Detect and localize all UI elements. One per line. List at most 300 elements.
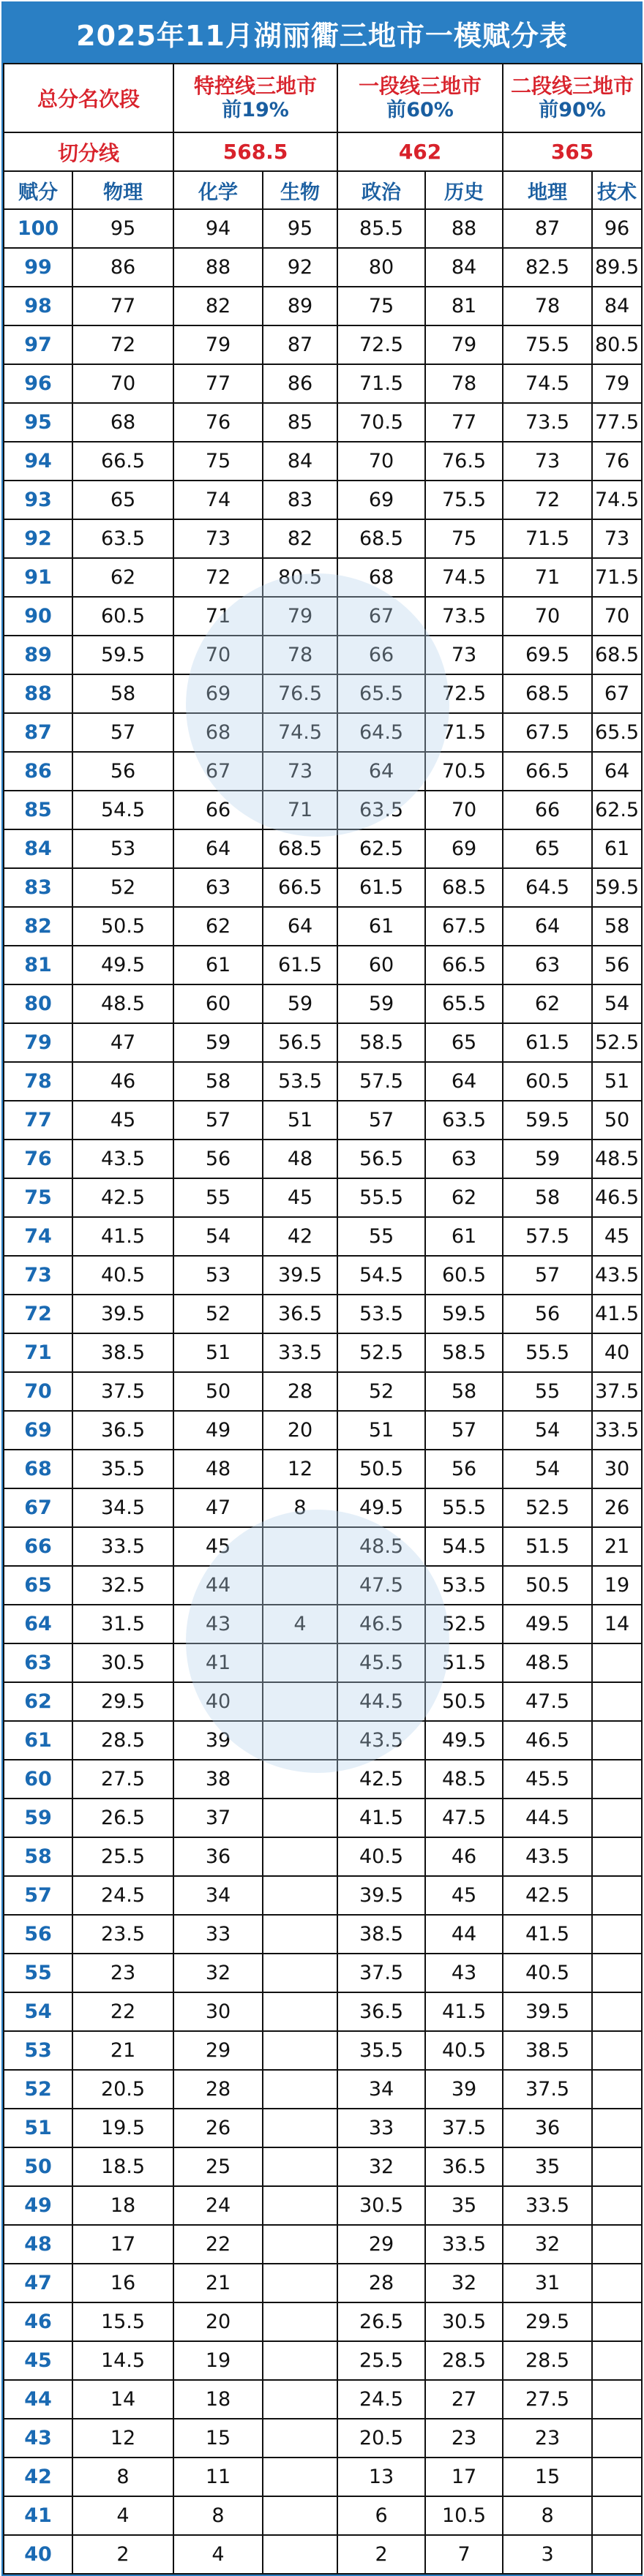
column-header: 生物 [263, 171, 337, 209]
raw-score-cell: 69 [425, 829, 503, 868]
raw-score-cell: 84 [263, 442, 337, 481]
raw-score-cell: 38.5 [503, 2031, 592, 2070]
raw-score-cell [592, 1915, 642, 1954]
level-name: 特控线三地市 [194, 74, 318, 99]
raw-score-cell [263, 1566, 337, 1605]
raw-score-cell: 63 [173, 868, 263, 907]
assigned-score-cell: 42 [4, 2458, 72, 2496]
table-row [4, 403, 642, 442]
raw-score-cell: 84 [592, 287, 642, 325]
raw-score-cell: 65.5 [592, 713, 642, 752]
raw-score-cell: 23.5 [72, 1915, 173, 1954]
assigned-score-cell: 44 [4, 2380, 72, 2419]
raw-score-cell [263, 1721, 337, 1760]
raw-score-cell [263, 1799, 337, 1837]
table-row [4, 1915, 642, 1954]
table-row [4, 1256, 642, 1295]
raw-score-cell: 18.5 [72, 2147, 173, 2186]
raw-score-cell: 50.5 [503, 1566, 592, 1605]
raw-score-cell: 61.5 [337, 868, 425, 907]
raw-score-cell: 40.5 [72, 1256, 173, 1295]
raw-score-cell: 73 [173, 519, 263, 558]
assigned-score-cell: 89 [4, 636, 72, 674]
raw-score-cell: 8 [503, 2496, 592, 2535]
table-row [4, 946, 642, 984]
assigned-score-cell: 91 [4, 558, 72, 597]
table-row [4, 1876, 642, 1915]
raw-score-cell: 68.5 [503, 674, 592, 713]
raw-score-cell: 79 [592, 364, 642, 403]
raw-score-cell: 33 [173, 1915, 263, 1954]
assigned-score-cell: 50 [4, 2147, 72, 2186]
raw-score-cell: 78 [503, 287, 592, 325]
table-row [4, 2031, 642, 2070]
raw-score-cell: 42.5 [337, 1760, 425, 1799]
assigned-score-cell: 51 [4, 2109, 72, 2147]
table-row [4, 1954, 642, 1992]
raw-score-cell: 26 [592, 1488, 642, 1527]
raw-score-cell: 36 [503, 2109, 592, 2147]
raw-score-cell: 50.5 [425, 1682, 503, 1721]
assigned-score-cell: 40 [4, 2535, 72, 2574]
raw-score-cell: 14 [592, 1605, 642, 1643]
raw-score-cell: 29.5 [503, 2302, 592, 2341]
raw-score-cell: 34 [173, 1876, 263, 1915]
raw-score-cell: 42.5 [72, 1178, 173, 1217]
raw-score-cell: 4 [173, 2535, 263, 2574]
raw-score-cell: 44.5 [503, 1799, 592, 1837]
raw-score-cell [592, 2419, 642, 2458]
assigned-score-cell: 93 [4, 481, 72, 519]
assigned-score-cell: 88 [4, 674, 72, 713]
raw-score-cell: 68.5 [425, 868, 503, 907]
raw-score-cell: 45 [173, 1527, 263, 1566]
raw-score-cell: 40.5 [425, 2031, 503, 2070]
raw-score-cell: 48.5 [503, 1643, 592, 1682]
raw-score-cell: 11 [173, 2458, 263, 2496]
raw-score-cell: 30.5 [425, 2302, 503, 2341]
raw-score-cell [263, 1527, 337, 1566]
raw-score-cell: 81 [425, 287, 503, 325]
table-row [4, 209, 642, 248]
raw-score-cell: 27 [425, 2380, 503, 2419]
raw-score-cell: 74 [173, 481, 263, 519]
raw-score-cell: 20 [263, 1411, 337, 1450]
cutline-score: 365 [503, 132, 642, 171]
raw-score-cell: 29.5 [72, 1682, 173, 1721]
raw-score-cell [263, 2341, 337, 2380]
raw-score-cell: 37.5 [337, 1954, 425, 1992]
raw-score-cell: 27.5 [72, 1760, 173, 1799]
raw-score-cell [592, 2264, 642, 2302]
assigned-score-cell: 54 [4, 1992, 72, 2031]
assigned-score-cell: 90 [4, 597, 72, 636]
raw-score-cell: 33 [337, 2109, 425, 2147]
raw-score-cell: 32 [337, 2147, 425, 2186]
assigned-score-cell: 94 [4, 442, 72, 481]
raw-score-cell: 58 [173, 1062, 263, 1101]
raw-score-cell: 41 [173, 1643, 263, 1682]
raw-score-cell: 65.5 [337, 674, 425, 713]
column-header: 政治 [337, 171, 425, 209]
raw-score-cell: 54 [592, 984, 642, 1023]
column-header-row [4, 171, 642, 209]
raw-score-cell: 58 [72, 674, 173, 713]
raw-score-cell: 30 [173, 1992, 263, 2031]
raw-score-cell: 30.5 [72, 1643, 173, 1682]
assigned-score-cell: 80 [4, 984, 72, 1023]
level-percent: 前19% [222, 98, 289, 121]
assigned-score-cell: 61 [4, 1721, 72, 1760]
raw-score-cell: 59 [173, 1023, 263, 1062]
raw-score-cell: 43 [173, 1605, 263, 1643]
raw-score-cell: 70.5 [337, 403, 425, 442]
assigned-score-cell: 60 [4, 1760, 72, 1799]
raw-score-cell: 20.5 [72, 2070, 173, 2109]
raw-score-cell: 64 [173, 829, 263, 868]
raw-score-cell: 68 [72, 403, 173, 442]
raw-score-cell: 92 [263, 248, 337, 287]
assigned-score-cell: 41 [4, 2496, 72, 2535]
assigned-score-cell: 63 [4, 1643, 72, 1682]
assigned-score-cell: 71 [4, 1333, 72, 1372]
raw-score-cell: 19 [592, 1566, 642, 1605]
raw-score-cell: 30.5 [337, 2186, 425, 2225]
assigned-score-cell: 47 [4, 2264, 72, 2302]
table-row [4, 636, 642, 674]
raw-score-cell: 71.5 [503, 519, 592, 558]
raw-score-cell: 89 [263, 287, 337, 325]
raw-score-cell: 51 [592, 1062, 642, 1101]
raw-score-cell: 67 [173, 752, 263, 791]
raw-score-cell: 47.5 [503, 1682, 592, 1721]
raw-score-cell: 48 [263, 1140, 337, 1178]
table-row [4, 2225, 642, 2264]
raw-score-cell: 14.5 [72, 2341, 173, 2380]
raw-score-cell: 63 [425, 1140, 503, 1178]
raw-score-cell: 33.5 [592, 1411, 642, 1450]
raw-score-cell: 21 [592, 1527, 642, 1566]
raw-score-cell: 76 [173, 403, 263, 442]
raw-score-cell: 60.5 [425, 1256, 503, 1295]
raw-score-cell: 70 [72, 364, 173, 403]
raw-score-cell: 32 [425, 2264, 503, 2302]
raw-score-cell: 43.5 [72, 1140, 173, 1178]
raw-score-cell: 73 [425, 636, 503, 674]
assigned-score-cell: 87 [4, 713, 72, 752]
raw-score-cell: 57 [337, 1101, 425, 1140]
assigned-score-cell: 92 [4, 519, 72, 558]
raw-score-cell: 80 [337, 248, 425, 287]
raw-score-cell: 39 [173, 1721, 263, 1760]
raw-score-cell: 70 [503, 597, 592, 636]
table-row [4, 1023, 642, 1062]
assigned-score-cell: 79 [4, 1023, 72, 1062]
table-row [4, 2302, 642, 2341]
table-row [4, 2419, 642, 2458]
raw-score-cell [592, 2070, 642, 2109]
raw-score-cell: 32 [173, 1954, 263, 1992]
raw-score-cell: 88 [173, 248, 263, 287]
column-header: 技术 [592, 171, 642, 209]
raw-score-cell: 67.5 [425, 907, 503, 946]
raw-score-cell: 21 [72, 2031, 173, 2070]
raw-score-cell: 46.5 [592, 1178, 642, 1217]
raw-score-cell: 72.5 [337, 325, 425, 364]
raw-score-cell: 36.5 [72, 1411, 173, 1450]
raw-score-cell: 54.5 [72, 791, 173, 829]
raw-score-cell: 72 [72, 325, 173, 364]
raw-score-cell: 33.5 [263, 1333, 337, 1372]
raw-score-cell: 46 [425, 1837, 503, 1876]
table-row [4, 2109, 642, 2147]
raw-score-cell: 43.5 [337, 1721, 425, 1760]
raw-score-cell: 77.5 [592, 403, 642, 442]
table-row [4, 1799, 642, 1837]
raw-score-cell: 49.5 [337, 1488, 425, 1527]
raw-score-cell: 33.5 [72, 1527, 173, 1566]
raw-score-cell: 40 [592, 1333, 642, 1372]
table-row [4, 984, 642, 1023]
raw-score-cell: 28.5 [72, 1721, 173, 1760]
raw-score-cell: 68.5 [337, 519, 425, 558]
table-row [4, 248, 642, 287]
raw-score-cell: 25.5 [72, 1837, 173, 1876]
raw-score-cell: 71 [503, 558, 592, 597]
table-row [4, 2496, 642, 2535]
raw-score-cell: 38 [173, 1760, 263, 1799]
raw-score-cell: 71.5 [337, 364, 425, 403]
raw-score-cell: 77 [173, 364, 263, 403]
table-row [4, 829, 642, 868]
raw-score-cell: 15.5 [72, 2302, 173, 2341]
table-row [4, 868, 642, 907]
raw-score-cell [592, 2031, 642, 2070]
raw-score-cell [592, 1682, 642, 1721]
raw-score-cell: 79 [263, 597, 337, 636]
raw-score-cell [592, 1760, 642, 1799]
raw-score-cell: 66.5 [263, 868, 337, 907]
raw-score-cell: 32.5 [72, 1566, 173, 1605]
raw-score-cell: 44 [425, 1915, 503, 1954]
table-row [4, 1682, 642, 1721]
raw-score-cell: 43.5 [592, 1256, 642, 1295]
raw-score-cell [592, 2496, 642, 2535]
raw-score-cell: 87 [263, 325, 337, 364]
raw-score-cell: 27.5 [503, 2380, 592, 2419]
table-row [4, 442, 642, 481]
raw-score-cell: 62.5 [337, 829, 425, 868]
raw-score-cell [592, 2186, 642, 2225]
raw-score-cell [263, 2380, 337, 2419]
raw-score-cell: 66.5 [425, 946, 503, 984]
raw-score-cell: 23 [72, 1954, 173, 1992]
raw-score-cell: 31.5 [72, 1605, 173, 1643]
raw-score-cell: 37.5 [592, 1372, 642, 1411]
raw-score-cell: 37.5 [425, 2109, 503, 2147]
raw-score-cell [263, 1876, 337, 1915]
raw-score-cell: 55.5 [425, 1488, 503, 1527]
raw-score-cell: 50.5 [72, 907, 173, 946]
raw-score-cell [592, 1954, 642, 1992]
raw-score-cell: 64 [425, 1062, 503, 1101]
raw-score-cell: 61 [425, 1217, 503, 1256]
raw-score-cell: 60 [337, 946, 425, 984]
raw-score-cell: 47 [173, 1488, 263, 1527]
raw-score-cell: 79 [173, 325, 263, 364]
level-percent: 前90% [539, 98, 606, 121]
raw-score-cell: 48.5 [592, 1140, 642, 1178]
raw-score-cell: 65 [503, 829, 592, 868]
table-row [4, 1527, 642, 1566]
raw-score-cell: 83 [263, 481, 337, 519]
rank-label: 总分名次段 [4, 64, 173, 132]
raw-score-cell: 59.5 [592, 868, 642, 907]
raw-score-cell: 72.5 [425, 674, 503, 713]
raw-score-cell: 45.5 [503, 1760, 592, 1799]
assigned-score-cell: 66 [4, 1527, 72, 1566]
table-row [4, 1450, 642, 1488]
raw-score-cell: 69 [173, 674, 263, 713]
assigned-score-cell: 82 [4, 907, 72, 946]
cutline-score: 568.5 [173, 132, 337, 171]
table-row [4, 364, 642, 403]
raw-score-cell: 76.5 [263, 674, 337, 713]
raw-score-cell: 60 [173, 984, 263, 1023]
raw-score-cell [263, 1837, 337, 1876]
raw-score-cell: 56.5 [337, 1140, 425, 1178]
raw-score-cell: 55 [173, 1178, 263, 1217]
raw-score-cell [263, 2264, 337, 2302]
raw-score-cell: 74.5 [592, 481, 642, 519]
raw-score-cell: 64 [337, 752, 425, 791]
raw-score-cell: 74.5 [263, 713, 337, 752]
raw-score-cell: 56 [173, 1140, 263, 1178]
raw-score-cell: 41.5 [72, 1217, 173, 1256]
raw-score-cell: 85 [263, 403, 337, 442]
raw-score-cell: 73.5 [503, 403, 592, 442]
assigned-score-cell: 78 [4, 1062, 72, 1101]
raw-score-cell: 37.5 [503, 2070, 592, 2109]
table-row [4, 1178, 642, 1217]
assigned-score-cell: 46 [4, 2302, 72, 2341]
raw-score-cell [263, 1915, 337, 1954]
raw-score-cell: 36.5 [263, 1295, 337, 1333]
raw-score-cell: 59.5 [503, 1101, 592, 1140]
raw-score-cell [263, 2225, 337, 2264]
raw-score-cell: 63.5 [72, 519, 173, 558]
raw-score-cell: 76 [592, 442, 642, 481]
page-title: 2025年11月湖丽衢三地市一模赋分表 [3, 3, 641, 63]
raw-score-cell: 30 [592, 1450, 642, 1488]
raw-score-cell: 4 [263, 1605, 337, 1643]
raw-score-cell: 80.5 [592, 325, 642, 364]
raw-score-cell: 55.5 [337, 1178, 425, 1217]
raw-score-cell: 7 [425, 2535, 503, 2574]
raw-score-cell [592, 2302, 642, 2341]
raw-score-cell: 26.5 [72, 1799, 173, 1837]
raw-score-cell [263, 1992, 337, 2031]
raw-score-cell: 2 [72, 2535, 173, 2574]
raw-score-cell [592, 2535, 642, 2574]
raw-score-cell: 82 [173, 287, 263, 325]
cutline-row [4, 132, 642, 171]
raw-score-cell: 12 [72, 2419, 173, 2458]
raw-score-cell: 41.5 [503, 1915, 592, 1954]
raw-score-cell: 86 [72, 248, 173, 287]
raw-score-cell: 71.5 [592, 558, 642, 597]
raw-score-cell: 56 [503, 1295, 592, 1333]
raw-score-cell: 53 [72, 829, 173, 868]
column-header: 历史 [425, 171, 503, 209]
raw-score-cell: 35.5 [72, 1450, 173, 1488]
assigned-score-cell: 57 [4, 1876, 72, 1915]
raw-score-cell: 24.5 [337, 2380, 425, 2419]
raw-score-cell: 57 [72, 713, 173, 752]
raw-score-cell: 61.5 [263, 946, 337, 984]
table-row [4, 1062, 642, 1101]
raw-score-cell: 56 [592, 946, 642, 984]
raw-score-cell: 65 [425, 1023, 503, 1062]
raw-score-cell: 66 [337, 636, 425, 674]
raw-score-cell: 62 [173, 907, 263, 946]
table-row [4, 1140, 642, 1178]
raw-score-cell: 49.5 [503, 1605, 592, 1643]
raw-score-cell: 29 [337, 2225, 425, 2264]
raw-score-cell: 36.5 [425, 2147, 503, 2186]
assigned-score-cell: 76 [4, 1140, 72, 1178]
raw-score-cell: 38.5 [72, 1333, 173, 1372]
raw-score-cell: 57 [503, 1256, 592, 1295]
assigned-score-cell: 45 [4, 2341, 72, 2380]
table-row [4, 287, 642, 325]
raw-score-cell: 33.5 [503, 2186, 592, 2225]
raw-score-cell: 35 [425, 2186, 503, 2225]
table-row [4, 1605, 642, 1643]
raw-score-cell: 74.5 [425, 558, 503, 597]
raw-score-cell: 59 [337, 984, 425, 1023]
assigned-score-cell: 43 [4, 2419, 72, 2458]
raw-score-cell: 15 [503, 2458, 592, 2496]
raw-score-cell: 53.5 [425, 1566, 503, 1605]
raw-score-cell: 26 [173, 2109, 263, 2147]
raw-score-cell: 67 [592, 674, 642, 713]
assigned-score-cell: 64 [4, 1605, 72, 1643]
raw-score-cell: 29 [173, 2031, 263, 2070]
assigned-score-cell: 81 [4, 946, 72, 984]
assigned-score-cell: 68 [4, 1450, 72, 1488]
assigned-score-cell: 65 [4, 1566, 72, 1605]
raw-score-cell: 63.5 [337, 791, 425, 829]
assigned-score-cell: 58 [4, 1837, 72, 1876]
assigned-score-cell: 62 [4, 1682, 72, 1721]
raw-score-cell: 85.5 [337, 209, 425, 248]
raw-score-cell: 65 [72, 481, 173, 519]
raw-score-cell: 56 [425, 1450, 503, 1488]
raw-score-cell: 36 [173, 1837, 263, 1876]
raw-score-cell: 50.5 [337, 1450, 425, 1488]
raw-score-cell: 62 [503, 984, 592, 1023]
raw-score-cell: 64.5 [337, 713, 425, 752]
raw-score-cell: 68.5 [592, 636, 642, 674]
raw-score-cell: 13 [337, 2458, 425, 2496]
raw-score-cell: 42 [263, 1217, 337, 1256]
column-header: 地理 [503, 171, 592, 209]
raw-score-cell: 49.5 [425, 1721, 503, 1760]
raw-score-cell: 89.5 [592, 248, 642, 287]
raw-score-cell: 71.5 [425, 713, 503, 752]
raw-score-cell: 82.5 [503, 248, 592, 287]
